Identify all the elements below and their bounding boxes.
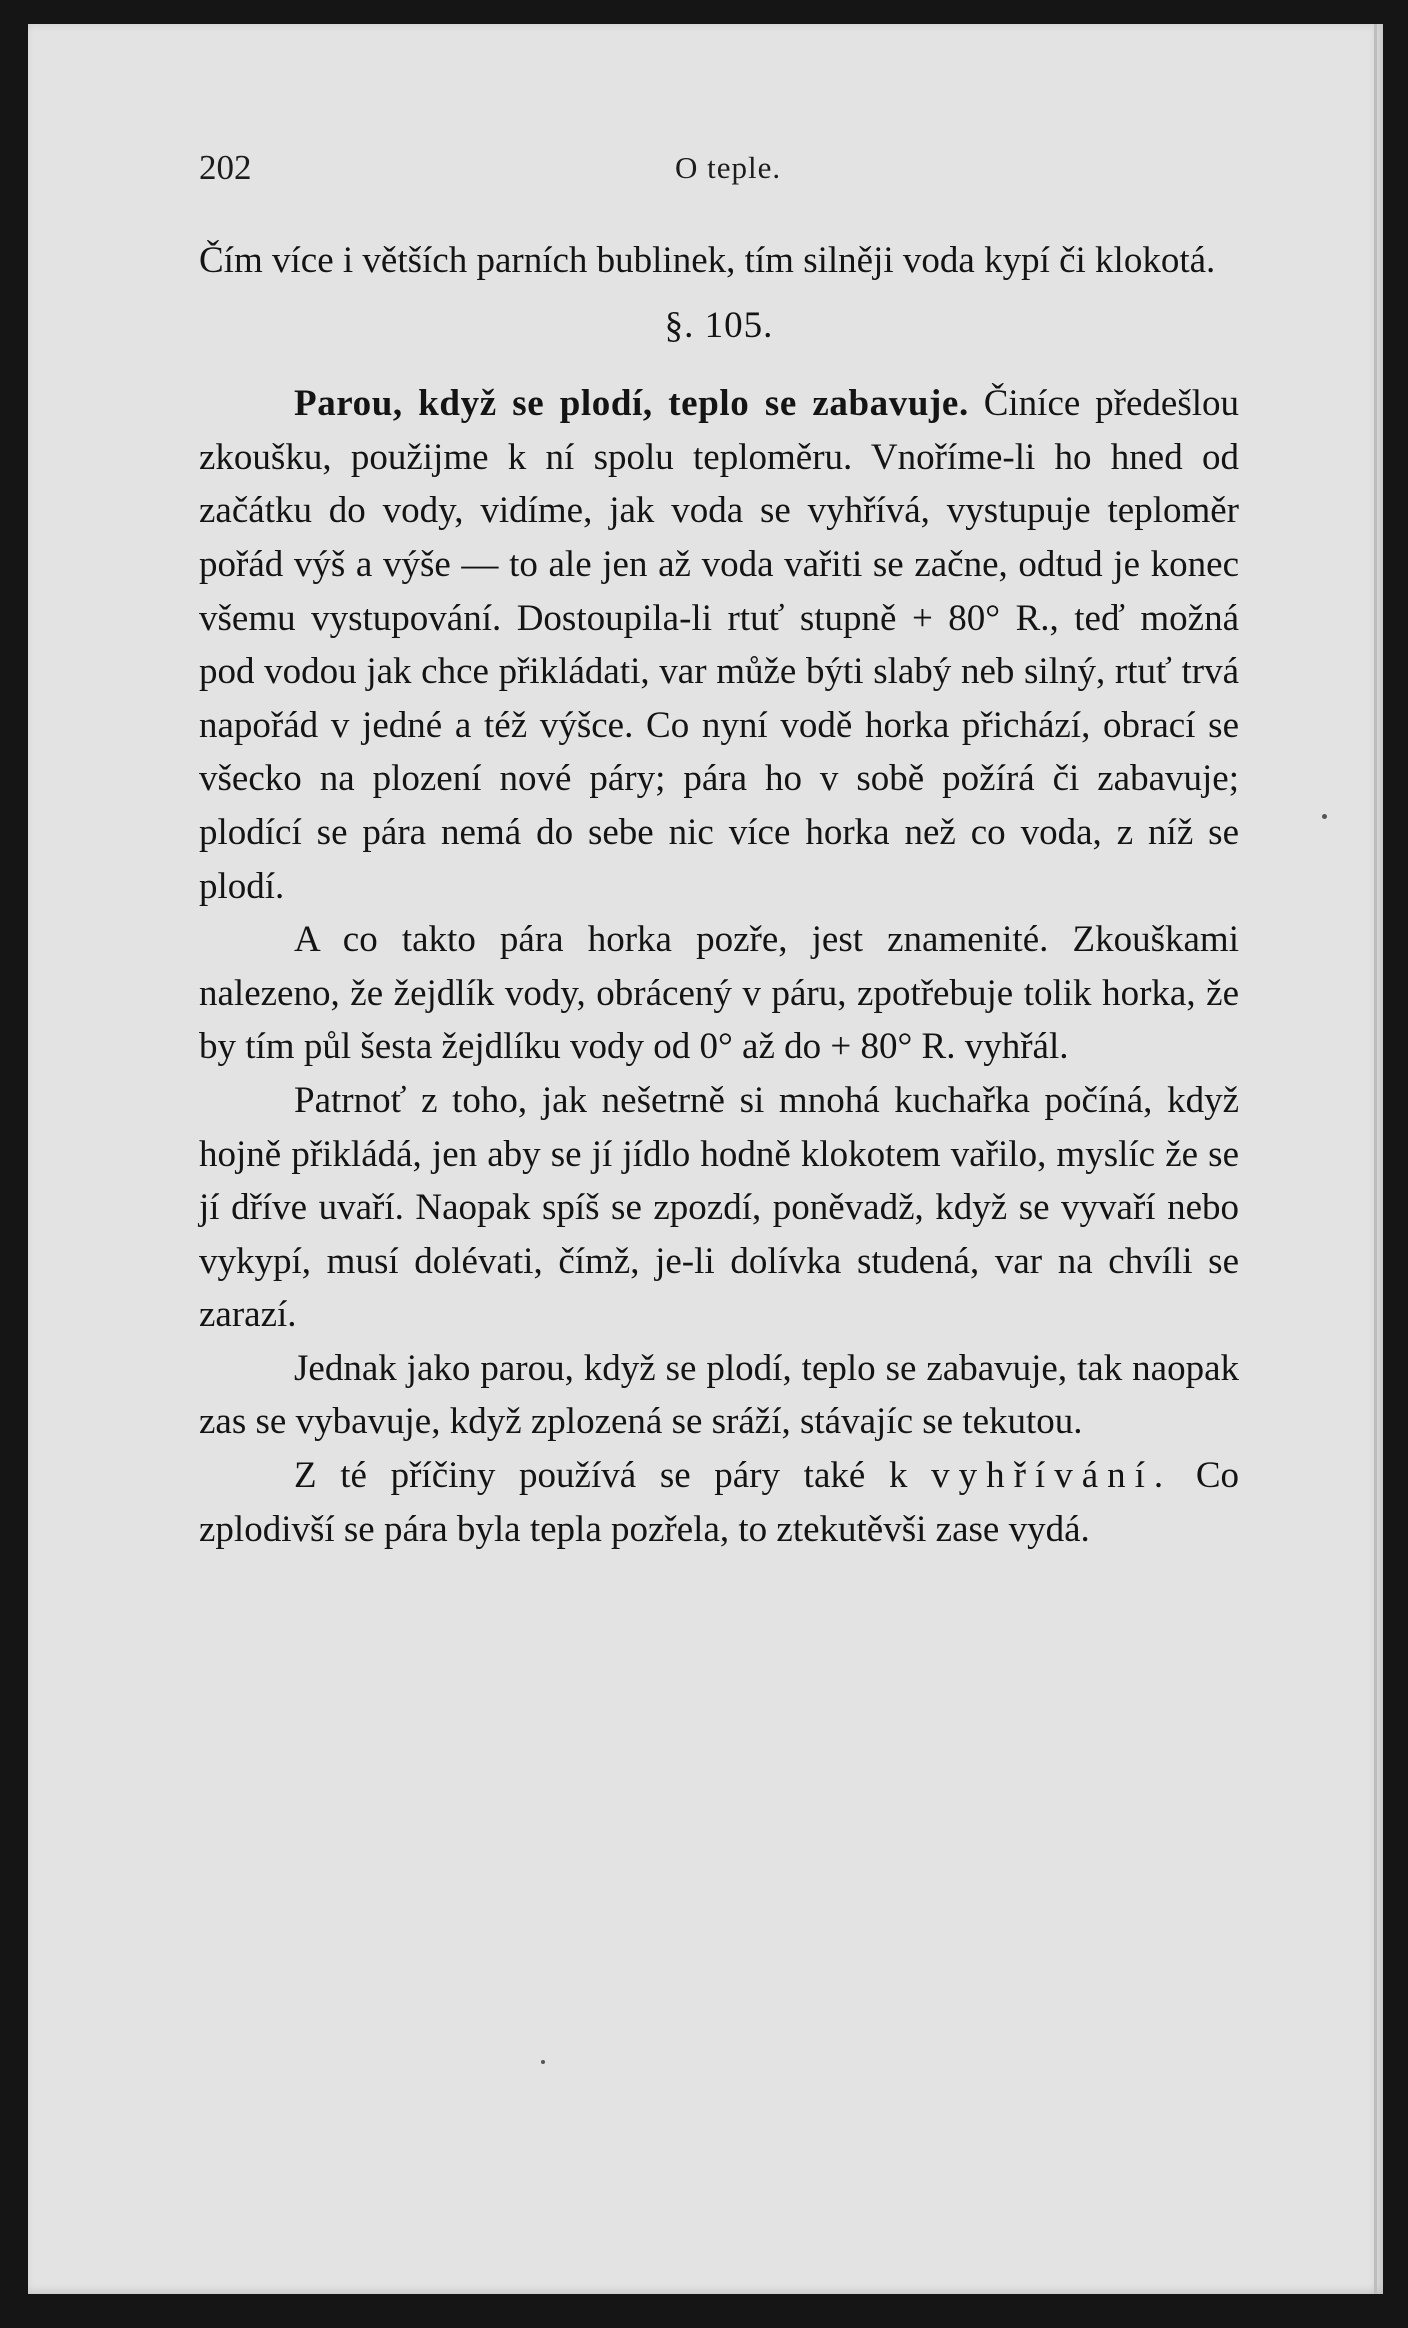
spaced-term: vyhřívání.: [931, 1455, 1173, 1497]
section-paragraph-1: [199, 377, 1239, 913]
dust-speck: [1322, 814, 1327, 819]
page-edge: [1374, 24, 1377, 2294]
opening-paragraph: Čím více i větších parních bublinek, tím silněji voda kypí či klokotá.: [199, 240, 1216, 281]
paragraph-2: A co takto pára horka pozře, jest znamenité. Zkouškami nalezeno, že žejdlík vody, obrácený v páru, zpotřebuje tolik horka, že by tím půl šesta žejdlíku vody od 0° až do + 80° R. vyhřál.: [199, 919, 1239, 1068]
paragraph-1-text: Činíce předešlou zkoušku, použijme k ní spolu teploměru. Vnoříme-li ho hned od začátku do vody, vidíme, jak voda se vyhřívá, vystupuje teploměr pořád výš a výše — to ale jen až voda vařiti se začne, odtud je konec všemu vystupování. Dostoupila-li rtuť stupně + 80° R., teď možná pod vodou jak chce přikládati, var může býti slabý neb silný, rtuť trvá napořád v jedné a též výšce. Co nyní vodě horka přichází, obrací se všecko na plození nové páry; pára ho v sobě požírá či zabavuje; plodící se pára nemá do sebe nic více horka než co voda, z níž se plodí.: [199, 383, 1240, 907]
paragraph-5-rest: Co zplodivší se pára byla tepla pozřela, to ztekutěvši zase vydá.: [199, 1455, 1239, 1550]
page-number: 202: [199, 148, 252, 187]
paragraph-5: [199, 1449, 1239, 1556]
page-body: [199, 234, 1239, 1556]
section-mark: §. 105.: [664, 304, 774, 346]
section-heading: Parou, když se plodí, teplo se zabavuje.: [294, 383, 969, 425]
page-header: [199, 148, 1259, 208]
running-title: O teple.: [675, 150, 782, 185]
paragraph-3: Patrnoť z toho, jak nešetrně si mnohá kuchařka počíná, když hojně přikládá, jen aby se jí jídlo hodně klokotem vařilo, myslíc že se jí dříve uvaří. Naopak spíš se zpozdí, poněvadž, když se vyvaří nebo vykypí, musí dolévati, čímž, je-li dolívka studená, var na chvíli se zarazí.: [199, 1079, 1239, 1336]
paragraph-5-lead: Z té příčiny používá se páry také k: [294, 1455, 932, 1497]
dust-speck: [541, 2060, 545, 2064]
paragraph-4: Jednak jako parou, když se plodí, teplo se zabavuje, tak naopak zas se vybavuje, když zplozená se sráží, stávajíc se tekutou.: [199, 1347, 1239, 1443]
